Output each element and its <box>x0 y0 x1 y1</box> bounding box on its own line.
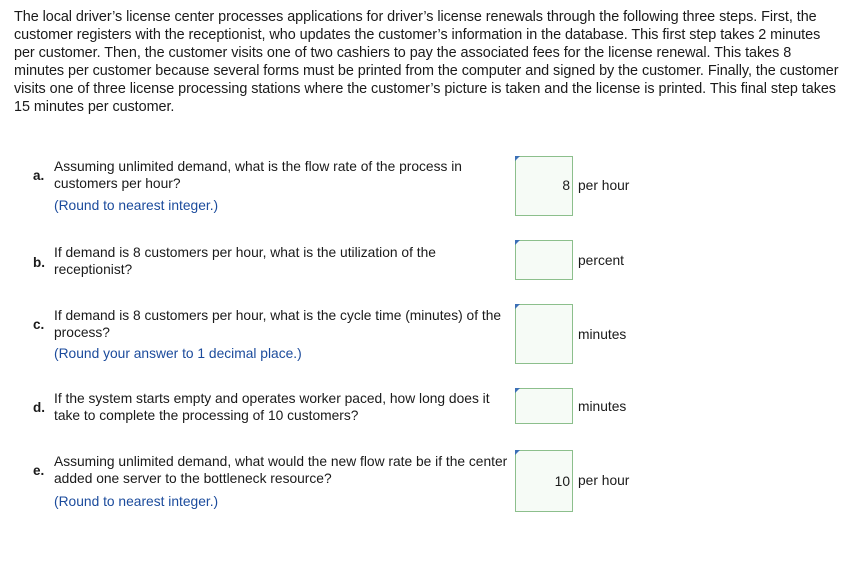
answer-value: 8 <box>562 178 570 193</box>
question-letter: e. <box>33 463 45 478</box>
answer-input[interactable] <box>515 156 573 216</box>
question-text: If the system starts empty and operates worker paced, how long does it take to complete the processing of 10 customers? <box>54 391 490 423</box>
answer-input[interactable] <box>515 240 573 280</box>
answer-unit: minutes <box>578 327 627 342</box>
answer-unit: per hour <box>578 178 630 193</box>
question-letter: a. <box>33 168 45 183</box>
answer-unit: minutes <box>578 399 627 414</box>
question-text: Assuming unlimited demand, what is the flow rate of the process in customers per hour? <box>54 159 462 191</box>
rounding-hint: (Round to nearest integer.) <box>54 494 219 509</box>
question-text: If demand is 8 customers per hour, what is the utilization of the receptionist? <box>54 245 436 277</box>
question-letter: b. <box>33 255 45 270</box>
rounding-hint: (Round your answer to 1 decimal place.) <box>54 346 302 361</box>
answer-input[interactable] <box>515 450 573 512</box>
answer-value: 10 <box>554 474 570 489</box>
answer-input[interactable] <box>515 388 573 424</box>
question-text: If demand is 8 customers per hour, what is the cycle time (minutes) of the process? <box>54 308 502 340</box>
rounding-hint: (Round to nearest integer.) <box>54 198 219 213</box>
answer-unit: percent <box>578 253 625 268</box>
question-letter: d. <box>33 400 45 415</box>
answer-unit: per hour <box>578 473 630 488</box>
answer-input[interactable] <box>515 304 573 364</box>
problem-statement: The local driver’s license center processes applications for driver’s license renewals through the following three steps. First, the customer registers with the receptionist, who updates the customer’s information in the database. This first step takes 2 minutes per customer. Then, the customer visits one of two cashiers to pay the associated fees for the license renewal. This takes 8 minutes per customer because several forms must be printed from the computer and signed by the customer. Finally, the customer visits one of three license processing stations where the customer’s picture is taken and the license is printed. This final step takes 15 minutes per customer. <box>14 9 839 115</box>
question-text: Assuming unlimited demand, what would the new flow rate be if the center added one server to the bottleneck resource? <box>54 454 508 486</box>
question-letter: c. <box>33 317 45 332</box>
